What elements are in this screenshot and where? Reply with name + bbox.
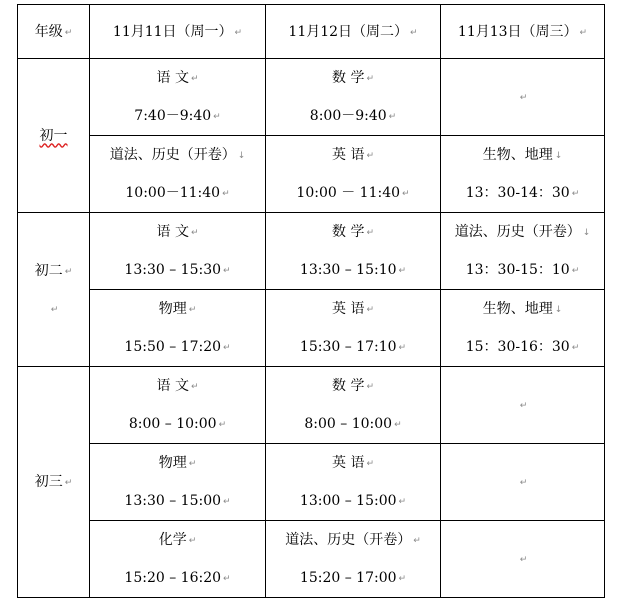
table-row [18, 213, 605, 290]
exam-time: 8:00 – 10:00 [128, 416, 217, 432]
paragraph-mark-icon: ↵ [188, 459, 197, 469]
paragraph-mark-icon: ↵ [579, 27, 588, 38]
exam-subject: 数 学 [332, 224, 365, 240]
grade-cell [18, 367, 90, 598]
exam-cell [90, 213, 266, 290]
paragraph-mark-icon: ↵ [64, 267, 73, 277]
paragraph-mark-icon: ↵ [571, 266, 580, 276]
paragraph-mark-icon: ↵ [366, 305, 374, 315]
exam-schedule-table [17, 4, 605, 598]
line-break-mark-icon: ↓ [237, 151, 246, 161]
exam-subject: 物理 [158, 301, 187, 317]
exam-time: 7:40－9:40 [134, 108, 212, 124]
paragraph-mark-icon: ↵ [50, 305, 59, 315]
paragraph-mark-icon: ↵ [366, 382, 374, 392]
exam-subject: 英 语 [332, 455, 365, 471]
line-break-mark-icon: ↓ [582, 228, 591, 238]
exam-subject: 生物、地理 [482, 301, 553, 317]
exam-time: 13：30-14：30 [465, 185, 570, 201]
exam-time: 15:30 – 17:10 [299, 339, 397, 355]
paragraph-mark-icon: ↵ [223, 574, 231, 584]
header-day-label: 11月12日（周二） [288, 23, 409, 40]
paragraph-mark-icon: ↵ [223, 266, 231, 276]
header-day-label: 11月13日（周三） [457, 23, 578, 40]
paragraph-mark-icon: ↵ [519, 401, 528, 411]
paragraph-mark-icon: ↵ [398, 497, 407, 507]
paragraph-mark-icon: ↵ [234, 27, 243, 38]
exam-cell [90, 367, 266, 444]
exam-cell [90, 444, 266, 521]
exam-cell [90, 521, 266, 598]
header-grade-cell [18, 5, 90, 59]
paragraph-mark-icon: ↵ [222, 189, 230, 199]
exam-subject: 道法、历史（开卷） [454, 224, 581, 240]
exam-subject: 语 文 [156, 70, 189, 86]
paragraph-mark-icon: ↵ [188, 536, 197, 546]
exam-time: 15:50 – 17:20 [124, 339, 222, 355]
exam-cell [266, 136, 441, 213]
paragraph-mark-icon: ↵ [366, 151, 374, 161]
exam-time: 15:20 – 17:00 [299, 570, 397, 586]
paragraph-mark-icon: ↵ [394, 420, 402, 430]
exam-cell [441, 136, 605, 213]
exam-subject: 数 学 [332, 378, 365, 394]
table-row [18, 136, 605, 213]
exam-cell [266, 290, 441, 367]
paragraph-mark-icon: ↵ [571, 343, 580, 353]
paragraph-mark-icon: ↵ [519, 93, 528, 103]
exam-cell [266, 213, 441, 290]
empty-exam-cell [441, 444, 605, 521]
exam-time: 8:00－9:40 [309, 108, 387, 124]
paragraph-mark-icon: ↵ [64, 27, 73, 38]
header-day-label: 11月11日（周一） [112, 23, 233, 40]
exam-subject: 数 学 [332, 70, 365, 86]
table-row [18, 367, 605, 444]
paragraph-mark-icon: ↵ [402, 189, 410, 199]
grade-label: 初三 [34, 474, 63, 490]
paragraph-mark-icon: ↵ [223, 497, 231, 507]
paragraph-mark-icon: ↵ [190, 382, 199, 392]
paragraph-mark-icon: ↵ [519, 555, 528, 565]
paragraph-mark-icon: ↵ [223, 343, 231, 353]
exam-time: 15：30-16：30 [465, 339, 570, 355]
exam-time: 15:20 – 16:20 [124, 570, 222, 586]
paragraph-mark-icon: ↵ [366, 228, 374, 238]
exam-subject: 道法、历史（开卷） [109, 147, 236, 163]
grade-cell [18, 59, 90, 213]
exam-cell [266, 59, 441, 136]
paragraph-mark-icon: ↵ [519, 478, 528, 488]
exam-cell [90, 290, 266, 367]
empty-exam-cell [441, 367, 605, 444]
exam-subject: 英 语 [332, 301, 365, 317]
exam-cell [441, 213, 605, 290]
grade-cell [18, 213, 90, 367]
paragraph-mark-icon: ↵ [190, 228, 199, 238]
exam-cell [441, 290, 605, 367]
exam-subject: 生物、地理 [482, 147, 553, 163]
paragraph-mark-icon: ↵ [366, 459, 374, 469]
table-row [18, 521, 605, 598]
exam-cell [90, 59, 266, 136]
paragraph-mark-icon: ↵ [388, 112, 397, 122]
exam-cell [266, 367, 441, 444]
header-day-cell [441, 5, 605, 59]
exam-subject: 语 文 [156, 378, 189, 394]
exam-time: 10:00 － 11:40 [296, 185, 401, 201]
line-break-mark-icon: ↓ [554, 151, 563, 161]
table-row [18, 444, 605, 521]
grade-label: 初一 [39, 127, 68, 144]
exam-time: 13:00 – 15:00 [299, 493, 397, 509]
line-break-mark-icon: ↓ [554, 305, 563, 315]
table-row [18, 290, 605, 367]
paragraph-mark-icon: ↵ [190, 74, 199, 84]
exam-cell [90, 136, 266, 213]
exam-cell [266, 521, 441, 598]
paragraph-mark-icon: ↵ [571, 189, 580, 199]
grade-label: 初二 [34, 263, 63, 279]
paragraph-mark-icon: ↵ [64, 478, 73, 488]
paragraph-mark-icon: ↵ [398, 343, 407, 353]
paragraph-mark-icon: ↵ [398, 266, 407, 276]
exam-subject: 英 语 [332, 147, 365, 163]
paragraph-mark-icon: ↵ [398, 574, 407, 584]
paragraph-mark-icon: ↵ [410, 27, 418, 38]
exam-subject: 化学 [158, 532, 187, 548]
header-day-cell [266, 5, 441, 59]
paragraph-mark-icon: ↵ [413, 536, 421, 546]
header-grade-label: 年级 [34, 23, 63, 40]
paragraph-mark-icon: ↵ [366, 74, 374, 84]
exam-time: 13:30 – 15:30 [124, 262, 222, 278]
exam-time: 13：30-15：10 [465, 262, 570, 278]
table-row [18, 59, 605, 136]
paragraph-mark-icon: ↵ [213, 112, 221, 122]
header-day-cell [90, 5, 266, 59]
empty-exam-cell [441, 59, 605, 136]
paragraph-mark-icon: ↵ [218, 420, 227, 430]
header-row [18, 5, 605, 59]
exam-cell [266, 444, 441, 521]
exam-subject: 物理 [158, 455, 187, 471]
empty-exam-cell [441, 521, 605, 598]
exam-subject: 语 文 [156, 224, 189, 240]
exam-time: 13:30 – 15:10 [299, 262, 397, 278]
exam-time: 8:00 – 10:00 [304, 416, 393, 432]
exam-subject: 道法、历史（开卷） [285, 532, 412, 548]
exam-time: 13:30 – 15:00 [124, 493, 222, 509]
exam-time: 10:00－11:40 [125, 185, 221, 201]
paragraph-mark-icon: ↵ [188, 305, 197, 315]
